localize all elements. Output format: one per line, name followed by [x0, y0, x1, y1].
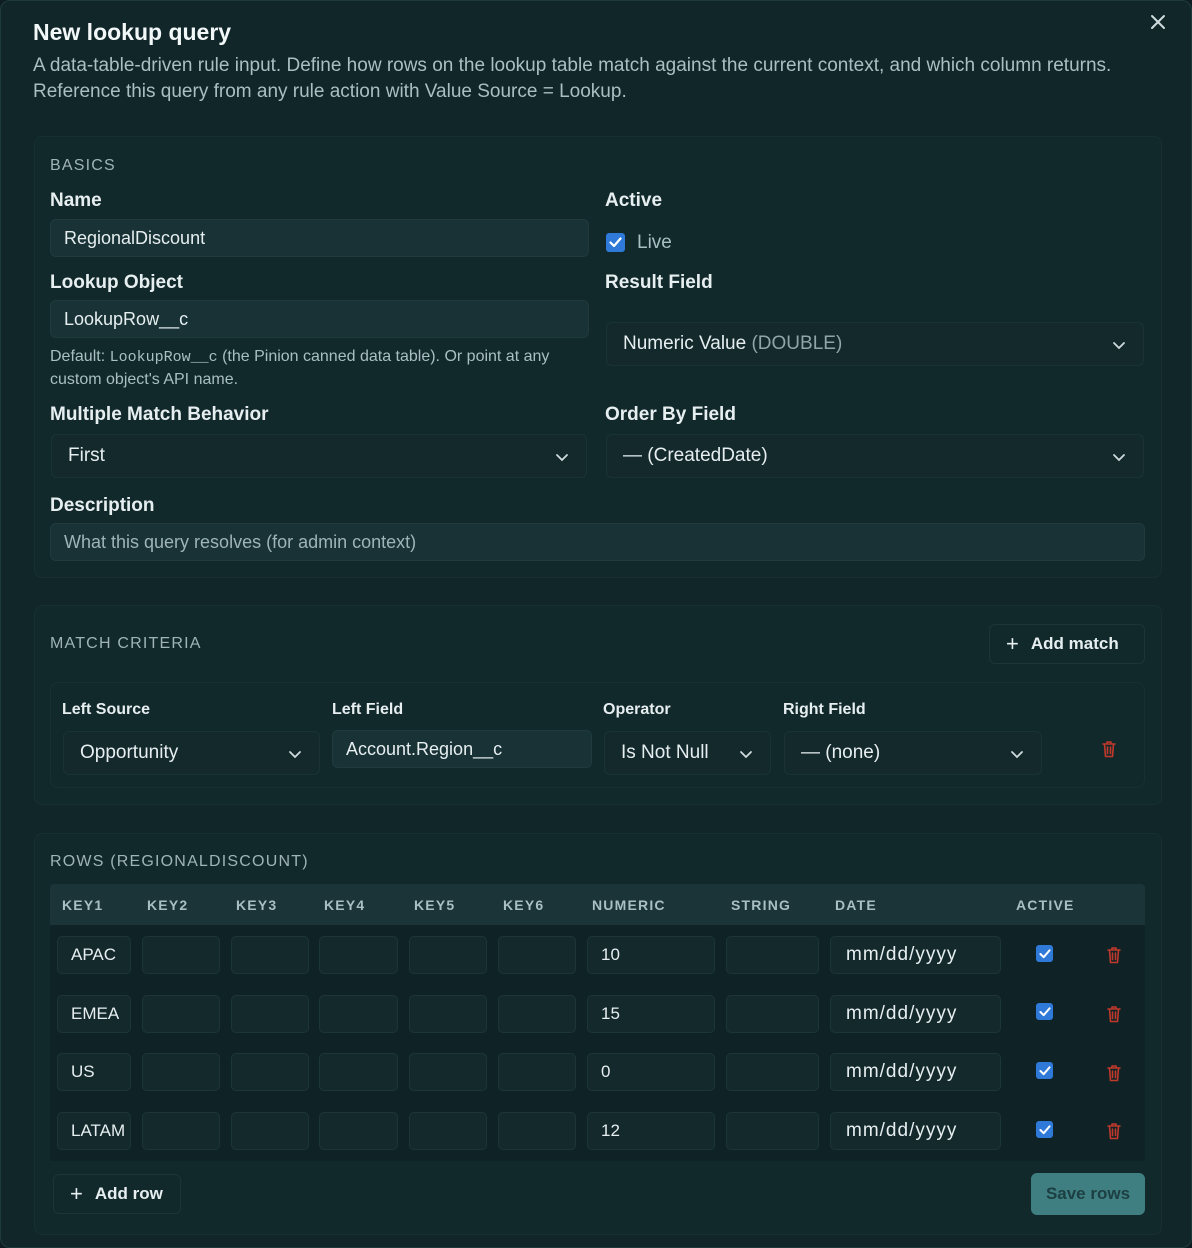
checkmark-icon: [1039, 949, 1051, 959]
key6-cell[interactable]: [498, 936, 576, 974]
row-active-checkbox[interactable]: [1036, 1121, 1053, 1138]
live-checkbox[interactable]: [606, 233, 625, 252]
numeric-cell[interactable]: 12: [587, 1112, 715, 1150]
string-cell[interactable]: [726, 936, 819, 974]
key5-cell[interactable]: [409, 995, 487, 1033]
chevron-down-icon: [287, 746, 303, 762]
key6-cell[interactable]: [498, 1053, 576, 1091]
plus-icon: +: [70, 1181, 83, 1206]
string-cell[interactable]: [726, 995, 819, 1033]
key2-cell[interactable]: [142, 1112, 220, 1150]
key1-cell[interactable]: US: [57, 1053, 131, 1091]
checkmark-icon: [1039, 1007, 1051, 1017]
checkmark-icon: [1039, 1066, 1051, 1076]
order-by-label: Order By Field: [605, 404, 736, 425]
col-numeric: NUMERIC: [592, 897, 666, 913]
key3-cell[interactable]: [231, 1053, 309, 1091]
row-active-checkbox[interactable]: [1036, 945, 1053, 962]
trash-icon: [1106, 1122, 1122, 1140]
key6-cell[interactable]: [498, 995, 576, 1033]
delete-row-button[interactable]: [1106, 1064, 1122, 1087]
name-input[interactable]: [50, 219, 589, 257]
rows-table-header: [50, 884, 1145, 925]
operator-label: Operator: [603, 701, 671, 718]
add-match-button[interactable]: + Add match: [989, 624, 1145, 664]
date-cell[interactable]: mm/dd/yyyy: [830, 1053, 1001, 1091]
col-key4: KEY4: [324, 897, 366, 913]
close-icon: [1150, 14, 1166, 30]
row-active-checkbox[interactable]: [1036, 1003, 1053, 1020]
numeric-cell[interactable]: 10: [587, 936, 715, 974]
match-section-title: MATCH CRITERIA: [50, 635, 202, 652]
trash-icon: [1106, 946, 1122, 964]
key1-cell[interactable]: APAC: [57, 936, 131, 974]
col-active: ACTIVE: [1016, 897, 1075, 913]
description-input[interactable]: [50, 523, 1145, 561]
active-label: Active: [605, 190, 663, 211]
modal-title: New lookup query: [33, 19, 232, 45]
hint-code: LookupRow__c: [109, 349, 218, 366]
key5-cell[interactable]: [409, 1112, 487, 1150]
description-label: Description: [50, 495, 155, 516]
close-button[interactable]: [1147, 11, 1169, 33]
trash-icon: [1101, 740, 1117, 758]
trash-icon: [1106, 1005, 1122, 1023]
key2-cell[interactable]: [142, 995, 220, 1033]
delete-row-button[interactable]: [1106, 946, 1122, 969]
left-source-select[interactable]: Opportunity: [63, 731, 320, 775]
key1-cell[interactable]: EMEA: [57, 995, 131, 1033]
operator-select[interactable]: Is Not Null: [604, 731, 771, 775]
live-label: Live: [637, 232, 672, 253]
chevron-down-icon: [554, 449, 570, 465]
key6-cell[interactable]: [498, 1112, 576, 1150]
date-cell[interactable]: mm/dd/yyyy: [830, 936, 1001, 974]
key4-cell[interactable]: [319, 1112, 398, 1150]
key4-cell[interactable]: [319, 936, 398, 974]
rows-section-title: ROWS (REGIONALDISCOUNT): [50, 853, 309, 870]
numeric-cell[interactable]: 0: [587, 1053, 715, 1091]
chevron-down-icon: [1009, 746, 1025, 762]
date-cell[interactable]: mm/dd/yyyy: [830, 995, 1001, 1033]
chevron-down-icon: [738, 746, 754, 762]
key4-cell[interactable]: [319, 1053, 398, 1091]
delete-row-button[interactable]: [1106, 1122, 1122, 1145]
key2-cell[interactable]: [142, 936, 220, 974]
col-date: DATE: [835, 897, 877, 913]
lookup-object-input[interactable]: [50, 300, 589, 338]
save-rows-button[interactable]: Save rows: [1031, 1173, 1145, 1215]
delete-match-button[interactable]: [1101, 740, 1117, 763]
result-field-label: Result Field: [605, 272, 713, 293]
key5-cell[interactable]: [409, 1053, 487, 1091]
col-key5: KEY5: [414, 897, 456, 913]
row-active-checkbox[interactable]: [1036, 1062, 1053, 1079]
checkmark-icon: [609, 237, 622, 248]
multiple-match-select[interactable]: First: [51, 434, 587, 478]
key5-cell[interactable]: [409, 936, 487, 974]
chevron-down-icon: [1111, 337, 1127, 353]
key2-cell[interactable]: [142, 1053, 220, 1091]
chevron-down-icon: [1111, 449, 1127, 465]
right-field-select[interactable]: — (none): [784, 731, 1042, 775]
col-key3: KEY3: [236, 897, 278, 913]
numeric-cell[interactable]: 15: [587, 995, 715, 1033]
col-key1: KEY1: [62, 897, 104, 913]
trash-icon: [1106, 1064, 1122, 1082]
checkmark-icon: [1039, 1125, 1051, 1135]
string-cell[interactable]: [726, 1112, 819, 1150]
lookup-object-label: Lookup Object: [50, 272, 183, 293]
lookup-object-hint: Default: LookupRow__c (the Pinion canned data table). Or point at any custom object's API name.: [50, 348, 550, 388]
col-key2: KEY2: [147, 897, 189, 913]
left-field-input[interactable]: [332, 730, 592, 768]
delete-row-button[interactable]: [1106, 1005, 1122, 1028]
col-key6: KEY6: [503, 897, 545, 913]
key3-cell[interactable]: [231, 995, 309, 1033]
key3-cell[interactable]: [231, 1112, 309, 1150]
name-label: Name: [50, 190, 102, 211]
left-source-label: Left Source: [62, 701, 151, 718]
string-cell[interactable]: [726, 1053, 819, 1091]
multiple-match-label: Multiple Match Behavior: [50, 404, 269, 425]
modal-subtitle: A data-table-driven rule input. Define how rows on the lookup table match against the current context, and which column returns. Reference this query from any rule action with Value Source = Lookup.: [33, 55, 1112, 102]
key1-cell[interactable]: LATAM: [57, 1112, 131, 1150]
date-cell[interactable]: mm/dd/yyyy: [830, 1112, 1001, 1150]
left-field-label: Left Field: [332, 701, 404, 718]
plus-icon: +: [1006, 631, 1019, 656]
key3-cell[interactable]: [231, 936, 309, 974]
col-string: STRING: [731, 897, 792, 913]
result-field-select[interactable]: Numeric Value (DOUBLE): [606, 322, 1144, 366]
right-field-label: Right Field: [783, 701, 866, 718]
add-row-button[interactable]: + Add row: [53, 1174, 181, 1214]
key4-cell[interactable]: [319, 995, 398, 1033]
order-by-select[interactable]: — (CreatedDate): [606, 434, 1144, 478]
basics-section-title: BASICS: [50, 157, 116, 174]
